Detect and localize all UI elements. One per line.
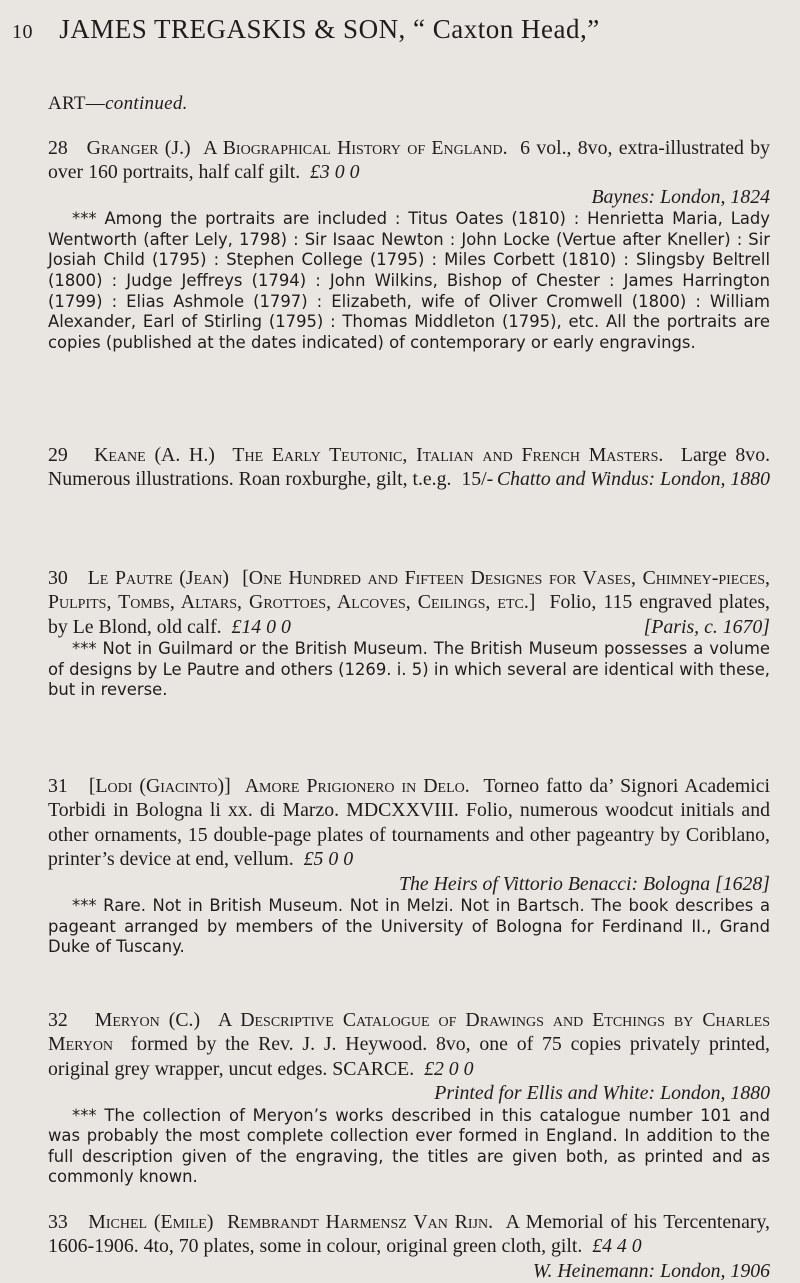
entry-number: 28	[48, 137, 68, 159]
entry-title: Rembrandt Harmensz Van Rijn.	[227, 1211, 494, 1233]
entry-imprint: Baynes: London, 1824	[591, 185, 770, 208]
entry-title: A Descriptive Catalogue of Drawings and Etchings by Charles Meryon	[48, 1009, 771, 1056]
catalogue-entry-29	[48, 443, 770, 492]
entry-main	[48, 443, 770, 492]
entry-author: [Lodi (Giacinto)]	[88, 775, 231, 797]
section-label: ART—	[48, 93, 106, 114]
section-continued: continued.	[105, 93, 188, 114]
entry-note: *** Rare. Not in British Museum. Not in Melzi. Not in Bartsch. The book describes a pageant arranged by members of the University of Bologna for Ferdinand II., Grand Duke of Tuscany.	[48, 896, 770, 957]
entry-title: The Early Teutonic, Italian and French Masters.	[232, 444, 664, 466]
running-head	[12, 14, 770, 45]
entry-note: *** Not in Guilmard or the British Museum. The British Museum possesses a volume of designs by Le Pautre and others (1269. i. 5) in which several are identical with these, but in reverse.	[48, 639, 770, 700]
entry-number: 32	[48, 1009, 68, 1031]
entry-description: Large 8vo. Numerous illustrations. Roan roxburghe, gilt, t.e.g.	[48, 444, 771, 491]
entry-description: A Memorial of his Tercentenary, 1606-1906. 4to, 70 plates, some in colour, original green cloth, gilt.	[48, 1211, 770, 1258]
entry-author: Le Pautre (Jean)	[87, 567, 229, 589]
entry-imprint: The Heirs of Vittorio Benacci: Bologna [1628]	[398, 872, 770, 895]
entry-author: Michel (Emile)	[88, 1211, 214, 1233]
entry-main	[48, 1008, 770, 1106]
entry-imprint: W. Heinemann: London, 1906	[532, 1259, 770, 1282]
entry-main	[48, 774, 770, 896]
entry-description: Folio, 115 engraved plates, by Le Blond, old calf.	[48, 591, 771, 638]
entry-author: Granger (J.)	[86, 137, 191, 159]
catalogue-entry-28	[48, 136, 770, 353]
entry-title: Amore Prigionero in Delo.	[244, 775, 470, 797]
entry-author: Meryon (C.)	[94, 1009, 201, 1031]
catalogue-entry-32	[48, 1008, 770, 1188]
section-heading	[48, 93, 188, 115]
entry-title: A Biographical History of England.	[203, 137, 508, 159]
entry-price: 15/-	[461, 468, 494, 491]
entry-main	[48, 136, 770, 209]
entry-price: £3 0 0	[310, 161, 360, 184]
entry-price: £5 0 0	[303, 848, 354, 871]
entry-description: 6 vol., 8vo, extra-illustrated by over 160 portraits, half calf gilt.	[48, 137, 771, 184]
entry-description: formed by the Rev. J. J. Heywood. 8vo, one of 75 copies privately printed, original grey wrapper, uncut edges. SCARCE.	[48, 1033, 770, 1080]
entry-number: 33	[48, 1211, 68, 1233]
catalogue-entry-33	[48, 1210, 770, 1283]
entry-price: £4 4 0	[592, 1235, 642, 1258]
catalogue-entry-31	[48, 774, 770, 958]
entry-price: £14 0 0	[231, 615, 291, 638]
catalogue-entry-30	[48, 566, 770, 701]
entry-author: Keane (A. H.)	[94, 444, 215, 466]
entry-number: 31	[48, 775, 68, 797]
running-head-title: JAMES TREGASKIS & SON, “ Caxton Head,”	[59, 14, 600, 44]
entry-note: *** Among the portraits are included : Titus Oates (1810) : Henrietta Maria, Lady Wentworth (after Lely, 1798) : Sir Isaac Newton : John Locke (Vertue after Kneller) : Sir Josiah Child (1795) : Stephen College (1795) : Miles Corbett (1810) : Slingsby Beltrell (1800) : Judge Jeffreys (1794) : John Wilkins, Bishop of Chester : James Harrington (1799) : Elias Ashmole (1797) : Elizabeth, wife of Oliver Cromwell (1800) : William Alexander, Earl of Stirling (1795) : Thomas Middleton (1795), etc. All the portraits are copies (published at the dates indicated) of contemporary or early engravings.	[48, 209, 770, 352]
entry-number: 29	[48, 444, 68, 466]
entry-main	[48, 1210, 770, 1283]
entry-imprint: [Paris, c. 1670]	[643, 615, 770, 638]
entry-description: Torneo fatto da’ Signori Academici Torbidi in Bologna li xx. di Marzo. MDCXXVIII. Folio, numerous woodcut initials and other ornaments, 15 double-page plates of tournaments and other pageantry by Coriblano, printer’s device at end, vellum.	[48, 775, 770, 871]
entry-note: *** The collection of Meryon’s works described in this catalogue number 101 and was probably the most complete collection ever formed in England. In addition to the full description given of the engraving, the titles are given both, as printed and as commonly known.	[48, 1105, 770, 1187]
entry-imprint: Printed for Ellis and White: London, 1880	[434, 1082, 770, 1105]
entry-price: £2 0 0	[424, 1057, 474, 1080]
page-number: 10	[12, 21, 33, 43]
entry-imprint: Chatto and Windus: London, 1880	[496, 468, 770, 491]
entry-title: [One Hundred and Fifteen Designes for Vases, Chimney-pieces, Pulpits, Tombs, Altars, Grottoes, Alcoves, Ceilings, etc.]	[48, 567, 770, 614]
entry-number: 30	[48, 567, 68, 589]
entry-main	[48, 566, 770, 639]
